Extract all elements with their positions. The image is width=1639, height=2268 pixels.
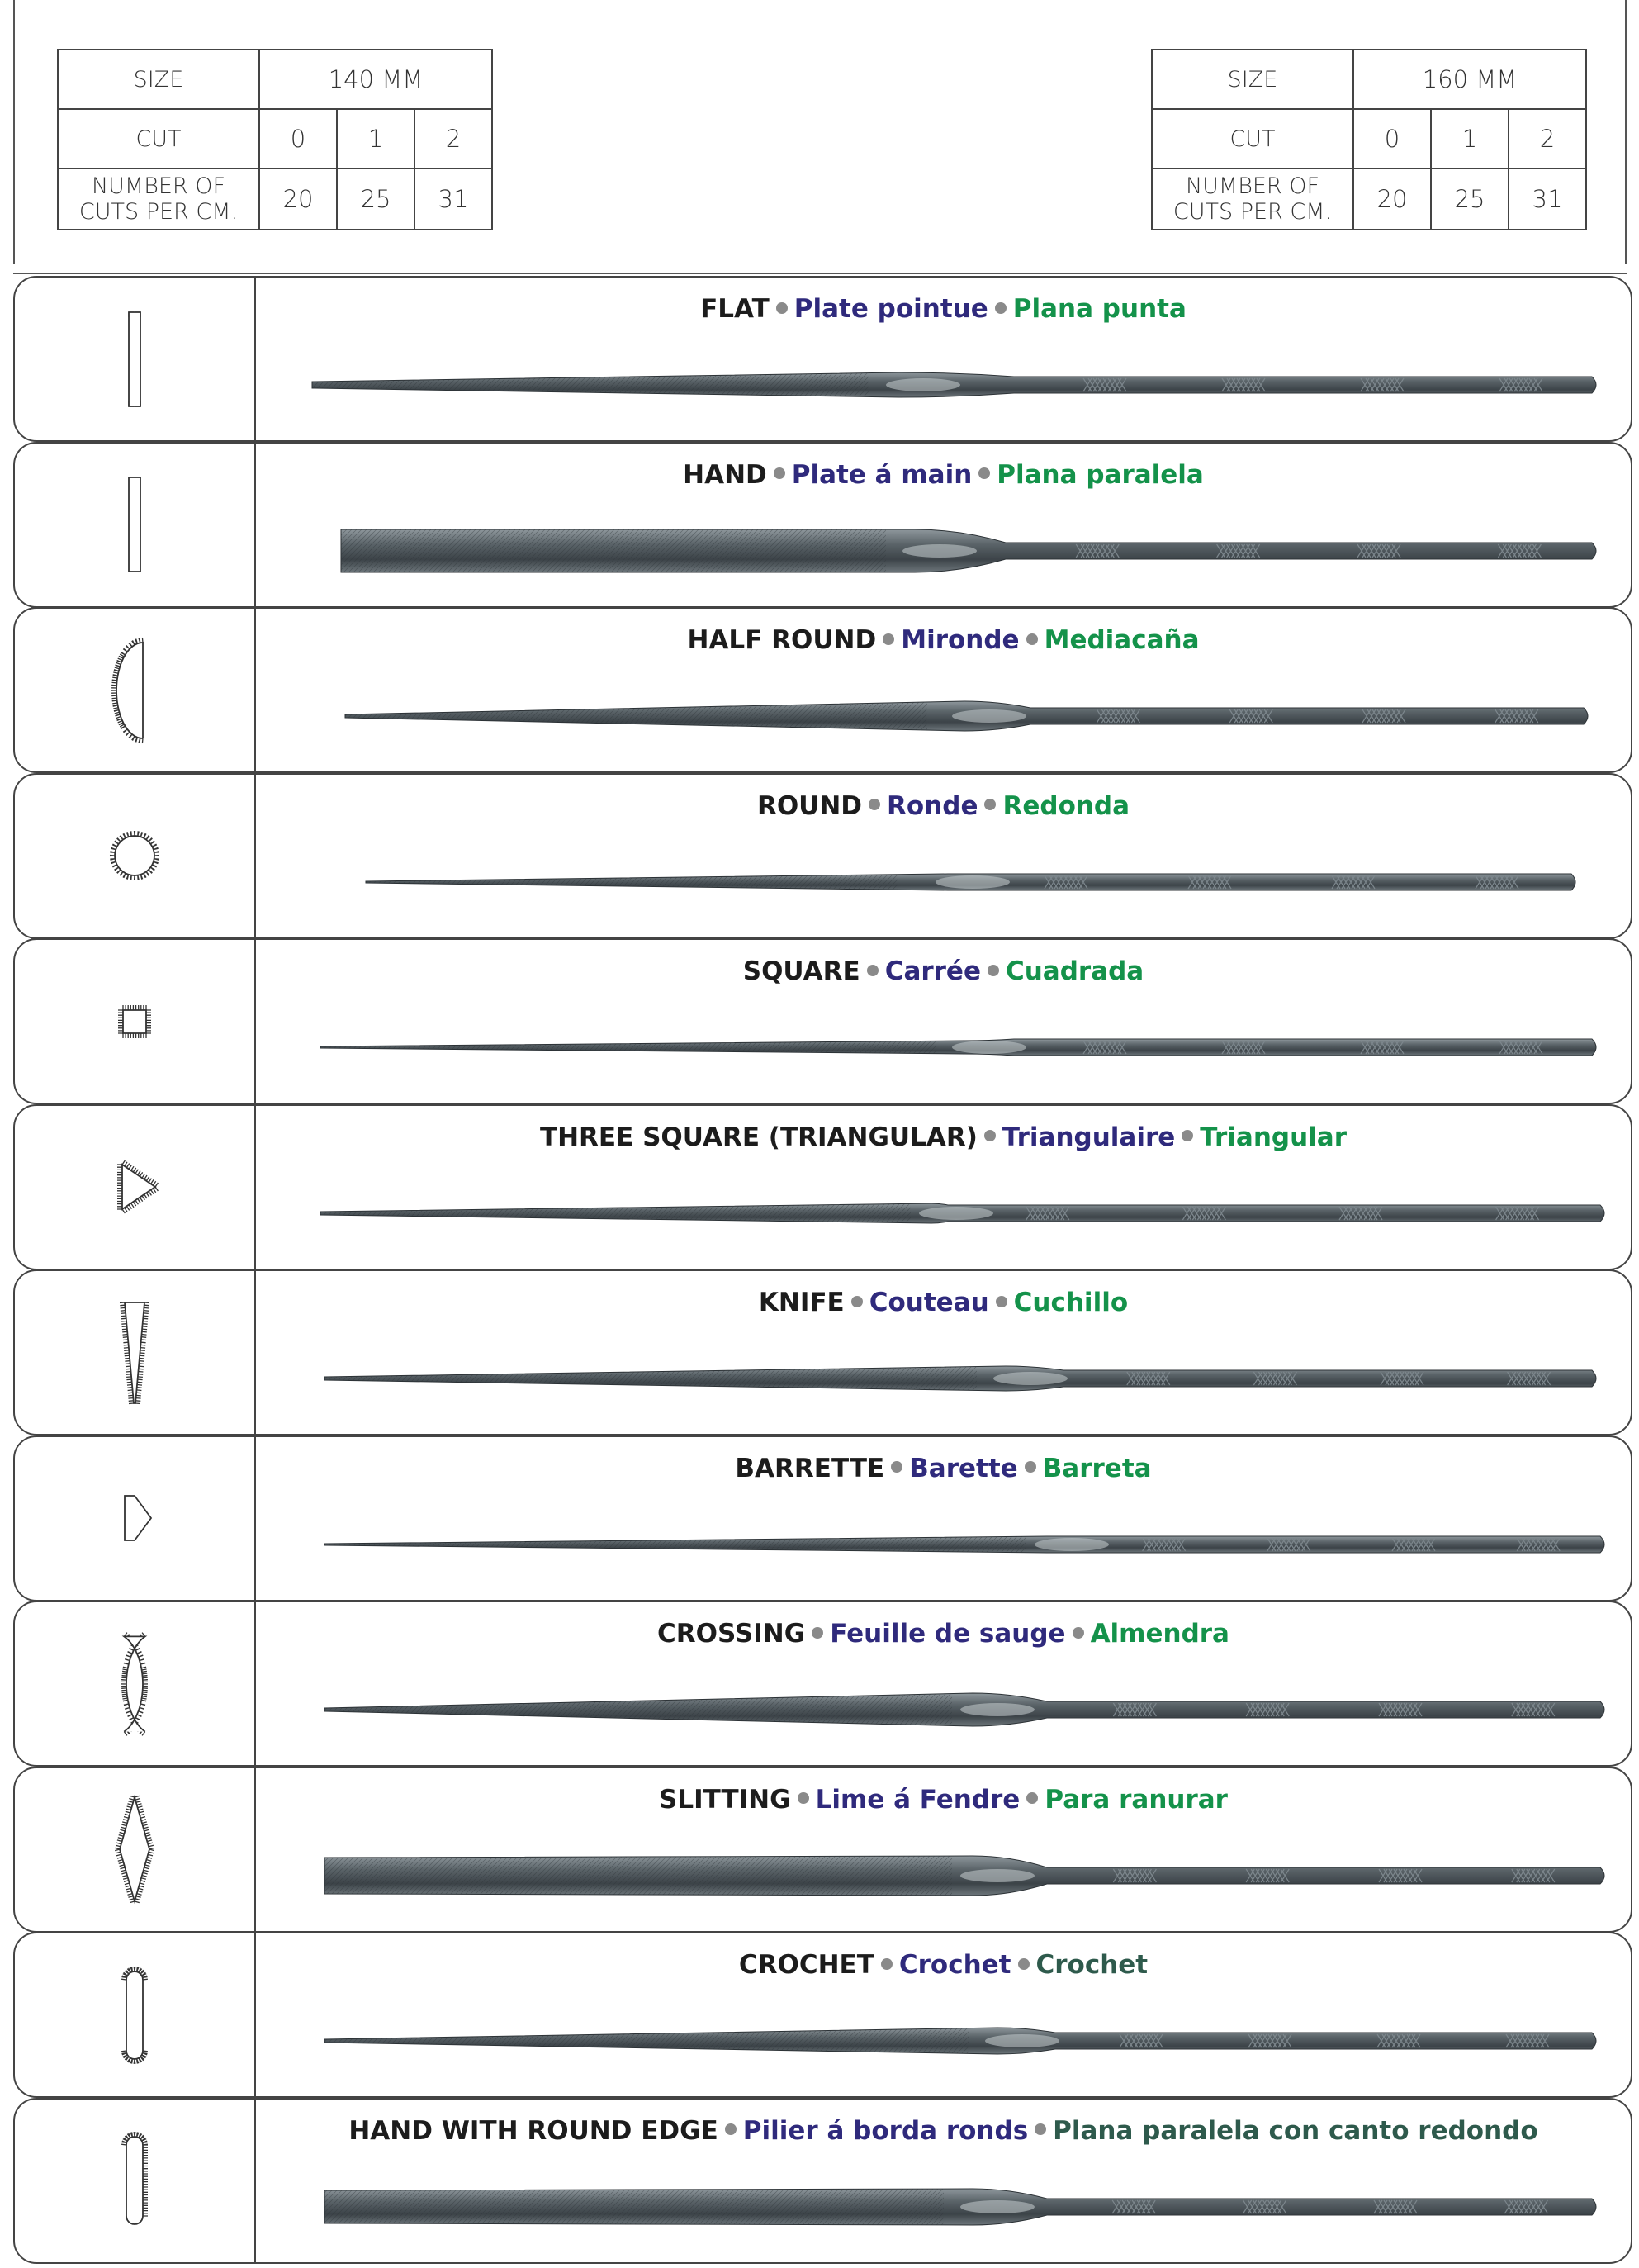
- cuts-per-cm-cell: 31: [414, 168, 492, 230]
- file-title: [256, 1122, 1631, 1152]
- name-french: Barette: [909, 1453, 1018, 1483]
- name-french: Plate á main: [791, 459, 973, 490]
- file-tool-image: [287, 675, 1625, 757]
- knife-profile-icon: [15, 1271, 254, 1434]
- name-spanish: Plana paralela: [997, 459, 1204, 490]
- crossing-profile-icon: [15, 1602, 254, 1765]
- name-spanish: Plana punta: [1012, 294, 1187, 324]
- name-spanish: Para ranurar: [1045, 1784, 1228, 1815]
- bullet-icon: [978, 467, 990, 479]
- name-spanish: Cuchillo: [1013, 1288, 1129, 1317]
- name-english: HALF ROUND: [687, 625, 877, 655]
- file-row: [13, 607, 1632, 773]
- file-title: [256, 956, 1631, 986]
- name-french: Feuille de sauge: [830, 1619, 1066, 1649]
- file-tool-image: [287, 1006, 1625, 1089]
- bullet-icon: [774, 467, 785, 479]
- spec-table-160mm: [1151, 49, 1587, 230]
- file-row: [13, 1601, 1632, 1767]
- name-english: HAND WITH ROUND EDGE: [348, 2115, 718, 2146]
- name-spanish: Mediacaña: [1044, 625, 1200, 655]
- file-title: [256, 460, 1631, 490]
- file-title: [256, 791, 1631, 821]
- name-french: Ronde: [887, 790, 978, 821]
- bullet-icon: [984, 1130, 996, 1141]
- file-tool-image: [287, 1503, 1625, 1586]
- bullet-icon: [812, 1627, 823, 1639]
- file-tool-image: [287, 1172, 1625, 1255]
- name-spanish: Cuadrada: [1005, 956, 1144, 986]
- file-row: [13, 773, 1632, 939]
- cuts-per-cm-label-line2: CUTS PER CM.: [1172, 199, 1333, 225]
- cuts-per-cm-label-line1: NUMBER OF: [91, 173, 226, 199]
- cuts-per-cm-cell: 31: [1509, 168, 1586, 230]
- file-tool-image: [287, 510, 1625, 592]
- name-spanish: Triangular: [1200, 1122, 1348, 1152]
- cut-grade-cell: 1: [1431, 109, 1509, 168]
- file-tool-image: [287, 1337, 1625, 1420]
- file-tool-image: [287, 2166, 1625, 2248]
- name-english: CROSSING: [657, 1619, 806, 1649]
- square-profile-icon: [15, 940, 254, 1103]
- bullet-icon: [988, 965, 999, 976]
- file-tool-image: [287, 1668, 1625, 1751]
- bullet-icon: [1025, 1461, 1036, 1473]
- file-tool-image: [287, 1834, 1625, 1917]
- name-english: THREE SQUARE (TRIANGULAR): [539, 1122, 978, 1152]
- bullet-icon: [1182, 1130, 1193, 1141]
- cut-grade-cell: 2: [414, 109, 492, 168]
- name-english: ROUND: [756, 790, 863, 821]
- file-title: [256, 1950, 1631, 1980]
- name-french: Lime á Fendre: [815, 1784, 1021, 1815]
- name-english: FLAT: [700, 294, 770, 324]
- name-english: KNIFE: [758, 1288, 845, 1317]
- name-english: HAND: [683, 459, 767, 490]
- file-title: [256, 1454, 1631, 1483]
- bullet-icon: [881, 1958, 893, 1970]
- bullet-icon: [725, 2123, 737, 2135]
- file-row: [13, 1104, 1632, 1270]
- hand-round-edge-profile-icon: [15, 2100, 254, 2262]
- cuts-per-cm-cell: 20: [1353, 168, 1431, 230]
- bullet-icon: [1073, 1627, 1084, 1639]
- file-title: [256, 2116, 1631, 2146]
- size-value: 160 MM: [1353, 50, 1586, 109]
- bullet-icon: [883, 633, 894, 645]
- file-title: [256, 625, 1631, 655]
- half-round-profile-icon: [15, 609, 254, 771]
- name-english: CROCHET: [738, 1950, 874, 1980]
- bullet-icon: [867, 965, 879, 976]
- size-label: SIZE: [58, 50, 259, 109]
- name-spanish: Plana paralela con canto redondo: [1053, 2115, 1538, 2146]
- name-english: SLITTING: [659, 1784, 791, 1815]
- file-title: [256, 1785, 1631, 1815]
- size-value: 140 MM: [259, 50, 492, 109]
- cuts-per-cm-label-line1: NUMBER OF: [1185, 173, 1320, 199]
- name-french: Crochet: [898, 1950, 1011, 1980]
- file-tool-image: [287, 344, 1625, 426]
- bullet-icon: [1026, 1792, 1038, 1804]
- crochet-profile-icon: [15, 1933, 254, 2096]
- name-french: Plate pointue: [793, 294, 988, 324]
- name-spanish: Redonda: [1002, 790, 1130, 821]
- name-spanish: Crochet: [1035, 1950, 1149, 1980]
- cuts-per-cm-label-line2: CUTS PER CM.: [78, 199, 239, 225]
- cuts-per-cm-cell: 25: [337, 168, 414, 230]
- cut-label: CUT: [58, 109, 259, 168]
- file-title: [256, 294, 1631, 324]
- bullet-icon: [851, 1296, 863, 1307]
- name-spanish: Almendra: [1090, 1619, 1229, 1649]
- file-row: [13, 442, 1632, 608]
- cut-grade-cell: 0: [1353, 109, 1431, 168]
- file-row: [13, 1435, 1632, 1601]
- cut-grade-cell: 1: [337, 109, 414, 168]
- file-tool-image: [287, 2000, 1625, 2082]
- cuts-per-cm-label: [1152, 168, 1353, 230]
- size-label: SIZE: [1152, 50, 1353, 109]
- barrette-profile-icon: [15, 1437, 254, 1600]
- round-profile-icon: [15, 775, 254, 937]
- hand-profile-icon: [15, 444, 254, 606]
- cuts-per-cm-cell: 25: [1431, 168, 1509, 230]
- name-french: Triangulaire: [1002, 1122, 1176, 1152]
- bullet-icon: [1035, 2123, 1046, 2135]
- file-row: [13, 938, 1632, 1104]
- name-french: Mironde: [901, 625, 1020, 655]
- file-title: [256, 1619, 1631, 1649]
- name-french: Couteau: [869, 1288, 989, 1317]
- file-row: [13, 1269, 1632, 1435]
- bullet-icon: [1026, 633, 1038, 645]
- bullet-icon: [891, 1461, 902, 1473]
- flat-profile-icon: [15, 278, 254, 440]
- cut-label: CUT: [1152, 109, 1353, 168]
- name-english: BARRETTE: [735, 1453, 885, 1483]
- bullet-icon: [995, 302, 1007, 314]
- file-row: [13, 276, 1632, 442]
- cut-grade-cell: 0: [259, 109, 337, 168]
- cuts-per-cm-label: [58, 168, 259, 230]
- file-tool-image: [287, 841, 1625, 923]
- section-rule: [13, 273, 1627, 274]
- slitting-profile-icon: [15, 1768, 254, 1931]
- bullet-icon: [996, 1296, 1007, 1307]
- file-row: [13, 1767, 1632, 1933]
- bullet-icon: [776, 302, 788, 314]
- bullet-icon: [1018, 1958, 1030, 1970]
- file-row: [13, 1932, 1632, 2098]
- triangular-profile-icon: [15, 1106, 254, 1269]
- bullet-icon: [984, 799, 996, 810]
- file-row: [13, 2098, 1632, 2264]
- bullet-icon: [798, 1792, 809, 1804]
- name-french: Carrée: [884, 956, 981, 986]
- name-french: Pilier á borda ronds: [742, 2115, 1029, 2146]
- bullet-icon: [869, 799, 880, 810]
- spec-table-140mm: [57, 49, 493, 230]
- cut-grade-cell: 2: [1509, 109, 1586, 168]
- name-spanish: Barreta: [1042, 1453, 1152, 1483]
- name-english: SQUARE: [742, 956, 860, 986]
- cuts-per-cm-cell: 20: [259, 168, 337, 230]
- file-title: [256, 1288, 1631, 1317]
